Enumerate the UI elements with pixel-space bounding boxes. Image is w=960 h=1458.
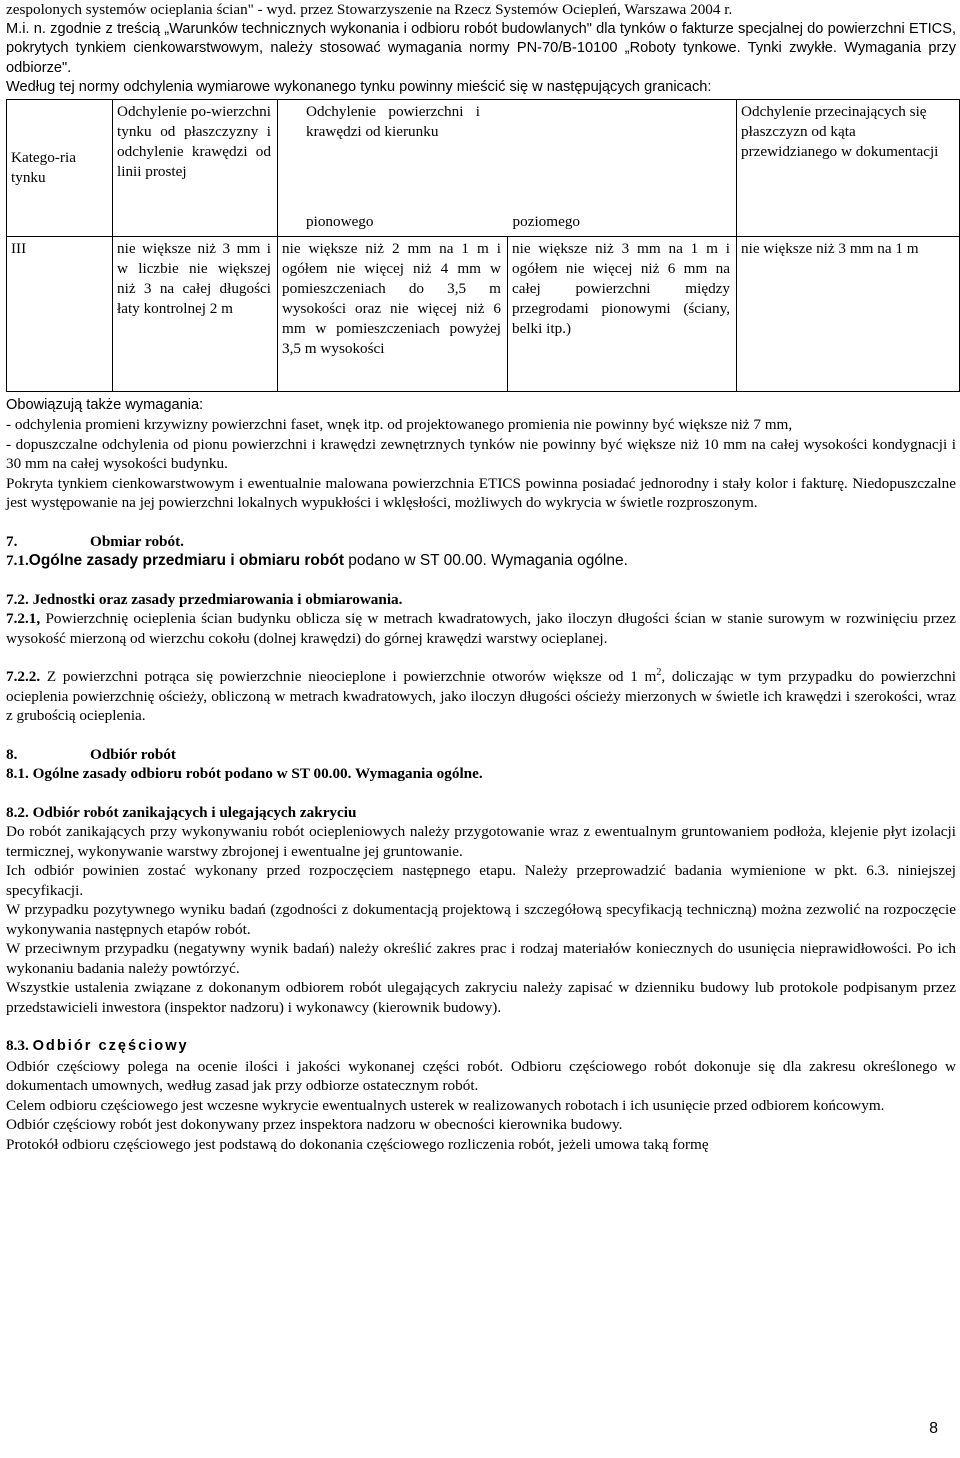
section-8-2-para-1: Do robót zanikających przy wykonywaniu robót ociepleniowych należy przygotowanie wraz z ewentualnym gruntowaniem podłoża, klejenie płyt izolacji termicznej, wykonywanie warstwy zbrojonej i ewentualne jej gruntowanie. — [6, 823, 956, 860]
section-7-1 — [6, 551, 956, 571]
intro-line-2: M.i. n. zgodnie z treścią „Warunków technicznych wykonania i odbioru robót budowlanych" dla tynków o fakturze specjalnej do powierzchni ETICS, pokrytych tynkiem cienkowarstwowym, należy stosować wymagania normy PN-70/B-10100 „Roboty tynkowe. Tynki zwykłe. Wymagania przy odbiorze". — [6, 20, 956, 76]
section-7-2-1 — [6, 609, 956, 648]
section-7-1-title: Ogólne zasady przedmiaru i obmiaru robót — [28, 552, 344, 569]
section-7-number: 7. — [6, 532, 18, 550]
header-direction-deviation — [278, 99, 737, 236]
requirement-1: - odchylenia promieni krzywizny powierzchni faset, wnęk itp. od projektowanego promienia nie powinny być większe niż 7 mm, — [6, 416, 793, 433]
section-7-2-2-text-a: Z powierzchni potrąca się powierzchnie nieocieplone i powierzchnie otworów większe od 1 m — [40, 668, 657, 685]
table-row — [7, 236, 960, 391]
section-7-1-number: 7.1. — [6, 552, 29, 569]
section-8-3-title: Odbiór częściowy — [32, 1038, 189, 1054]
section-7-title: Obmiar robót. — [90, 532, 184, 550]
requirement-3: Pokryta tynkiem cienkowarstwowym i ewentualnie malowana powierzchnia ETICS powinna posiadać jednorodny i stały kolor i fakturę. Niedopuszczalne jest występowanie na jej powierzchni lokalnych wypukłości i wklęsłości, możliwych do wykrycia w świetle rozproszonym. — [6, 474, 956, 511]
header-surface-deviation: Odchylenie po-wierzchni tynku od płaszczyzny i odchylenie krawędzi od linii prostej — [113, 99, 278, 236]
requirements-title: Obowiązują także wymagania: — [6, 396, 204, 413]
header-direction-title: Odchylenie powierzchni i krawędzi od kierunku — [306, 102, 481, 140]
cell-horizontal: nie większe niż 3 mm na 1 m i ogółem nie więcej niż 6 mm na całej powierzchni między przegrodami pionowymi (ściany, belki itp.) — [508, 236, 737, 391]
section-8-title: Odbiór robót — [90, 745, 176, 763]
requirement-2: - dopuszczalne odchylenia od pionu powierzchni i krawędzi zewnętrznych tynków nie powinny być większe niż 10 mm na całej wysokości kondygnacji i 30 mm na całej wysokości budynku. — [6, 435, 956, 472]
section-7-2-heading: 7.2. Jednostki oraz zasady przedmiarowania i obmiarowania. — [6, 590, 403, 608]
cell-surface: nie większe niż 3 mm i w liczbie nie większej niż 3 na całej długości łaty kontrolnej 2 m — [113, 236, 278, 391]
section-8-heading — [6, 745, 956, 765]
section-8-3-para-4: Protokół odbioru częściowego jest podstawą do dokonania częściowego rozliczenia robót, jeżeli umowa taką formę — [6, 1135, 709, 1153]
intro-line-3: Według tej normy odchylenia wymiarowe wykonanego tynku powinny mieścić się w następujących granicach: — [6, 79, 712, 95]
cell-category: III — [7, 236, 113, 391]
section-8-3-para-3: Odbiór częściowy robót jest dokonywany przez inspektora nadzoru w obecności kierownika budowy. — [6, 1116, 623, 1133]
section-7-2-2 — [6, 667, 956, 726]
header-vertical: pionowego — [306, 212, 374, 230]
header-angle-deviation: Odchylenie przecinających się płaszczyzn od kąta przewidzianego w dokumentacji — [737, 99, 960, 236]
cell-vertical: nie większe niż 2 mm na 1 m i ogółem nie więcej niż 4 mm w pomieszczeniach do 3,5 m wysokości oraz nie więcej niż 6 mm w pomieszczeniach powyżej 3,5 m wysokości — [278, 236, 508, 391]
header-direction-subcols — [306, 212, 730, 232]
header-horizontal: poziomego — [512, 212, 581, 230]
section-8-2-para-2: Ich odbiór powinien zostać wykonany przed rozpoczęciem następnego etapu. Należy przeprowadzić badania wymienione w pkt. 6.3. niniejszej specyfikacji. — [6, 862, 956, 899]
section-7-heading — [6, 532, 956, 552]
section-7-2-1-text: Powierzchnię ocieplenia ścian budynku oblicza się w metrach kwadratowych, jako iloczyn długości ścian w stanie surowym w rozwinięciu przez wysokość mierzoną od wierzchu cokołu (dolnej krawędzi) do górnej krawędzi warstwy ocieplanej. — [6, 610, 956, 647]
section-8-3-para-1: Odbiór częściowy polega na ocenie ilości i jakości wykonanej części robót. Odbioru częściowego robót dokonuje się dla zakresu określonego w dokumentach umownych, według zasad jak przy odbiorze ostatecznym robót. — [6, 1057, 956, 1094]
tolerance-table — [6, 99, 960, 392]
section-8-number: 8. — [6, 745, 18, 763]
section-8-2-para-4: W przeciwnym przypadku (negatywny wynik badań) należy określić zakres prac i rodzaj materiałów koniecznych do usunięcia nieprawidłowości. Po ich wykonaniu badania należy powtórzyć. — [6, 940, 956, 977]
section-8-3-heading — [6, 1036, 956, 1057]
section-8-2-para-3: W przypadku pozytywnego wyniku badań (zgodności z dokumentacją projektową i szczegółową specyfikacją techniczną) można zezwolić na rozpoczęcie wykonywania następnych etapów robót. — [6, 901, 956, 938]
section-8-1-heading: 8.1. Ogólne zasady odbioru robót podano w ST 00.00. Wymagania ogólne. — [6, 765, 483, 782]
section-7-1-rest: podano w ST 00.00. Wymagania ogólne. — [344, 552, 628, 569]
section-7-2-2-number: 7.2.2. — [6, 668, 41, 685]
section-7-2-2-text-b: , doliczając w tym przypadku do powierzchni ocieplenia powierzchnię ościeży, obliczoną w metrach kwadratowych, jako iloczyn długości ościeży mierzonych w świetle ich krawędzi i szerokości, wraz z grubością ocieplenia. — [6, 668, 956, 724]
cell-angle: nie większe niż 3 mm na 1 m — [737, 236, 960, 391]
intro-line-1: zespolonych systemów ocieplania ścian" - wyd. przez Stowarzyszenie na Rzecz Systemów Ociepleń, Warszawa 2004 r. — [6, 1, 733, 18]
table-header-row — [7, 99, 960, 236]
header-category: Katego-ria tynku — [7, 99, 113, 236]
section-7-2-1-number: 7.2.1, — [6, 610, 41, 627]
section-8-2-heading: 8.2. Odbiór robót zanikających i ulegających zakryciu — [6, 803, 357, 821]
page-number: 8 — [929, 1419, 938, 1437]
section-8-2-para-5: Wszystkie ustalenia związane z dokonanym odbiorem robót ulegających zakryciu należy zapisać w dzienniku budowy lub protokole podpisanym przez przedstawicieli inwestora (inspektor nadzoru) i wykonawcy (kierownik budowy). — [6, 979, 956, 1016]
section-8-3-para-2: Celem odbioru częściowego jest wczesne wykrycie ewentualnych usterek w realizowanych robotach i ich usunięcie przed odbiorem końcowym. — [6, 1096, 885, 1114]
section-8-3-number: 8.3. — [6, 1037, 29, 1054]
section-7-2-2-sup: 2 — [656, 666, 662, 678]
